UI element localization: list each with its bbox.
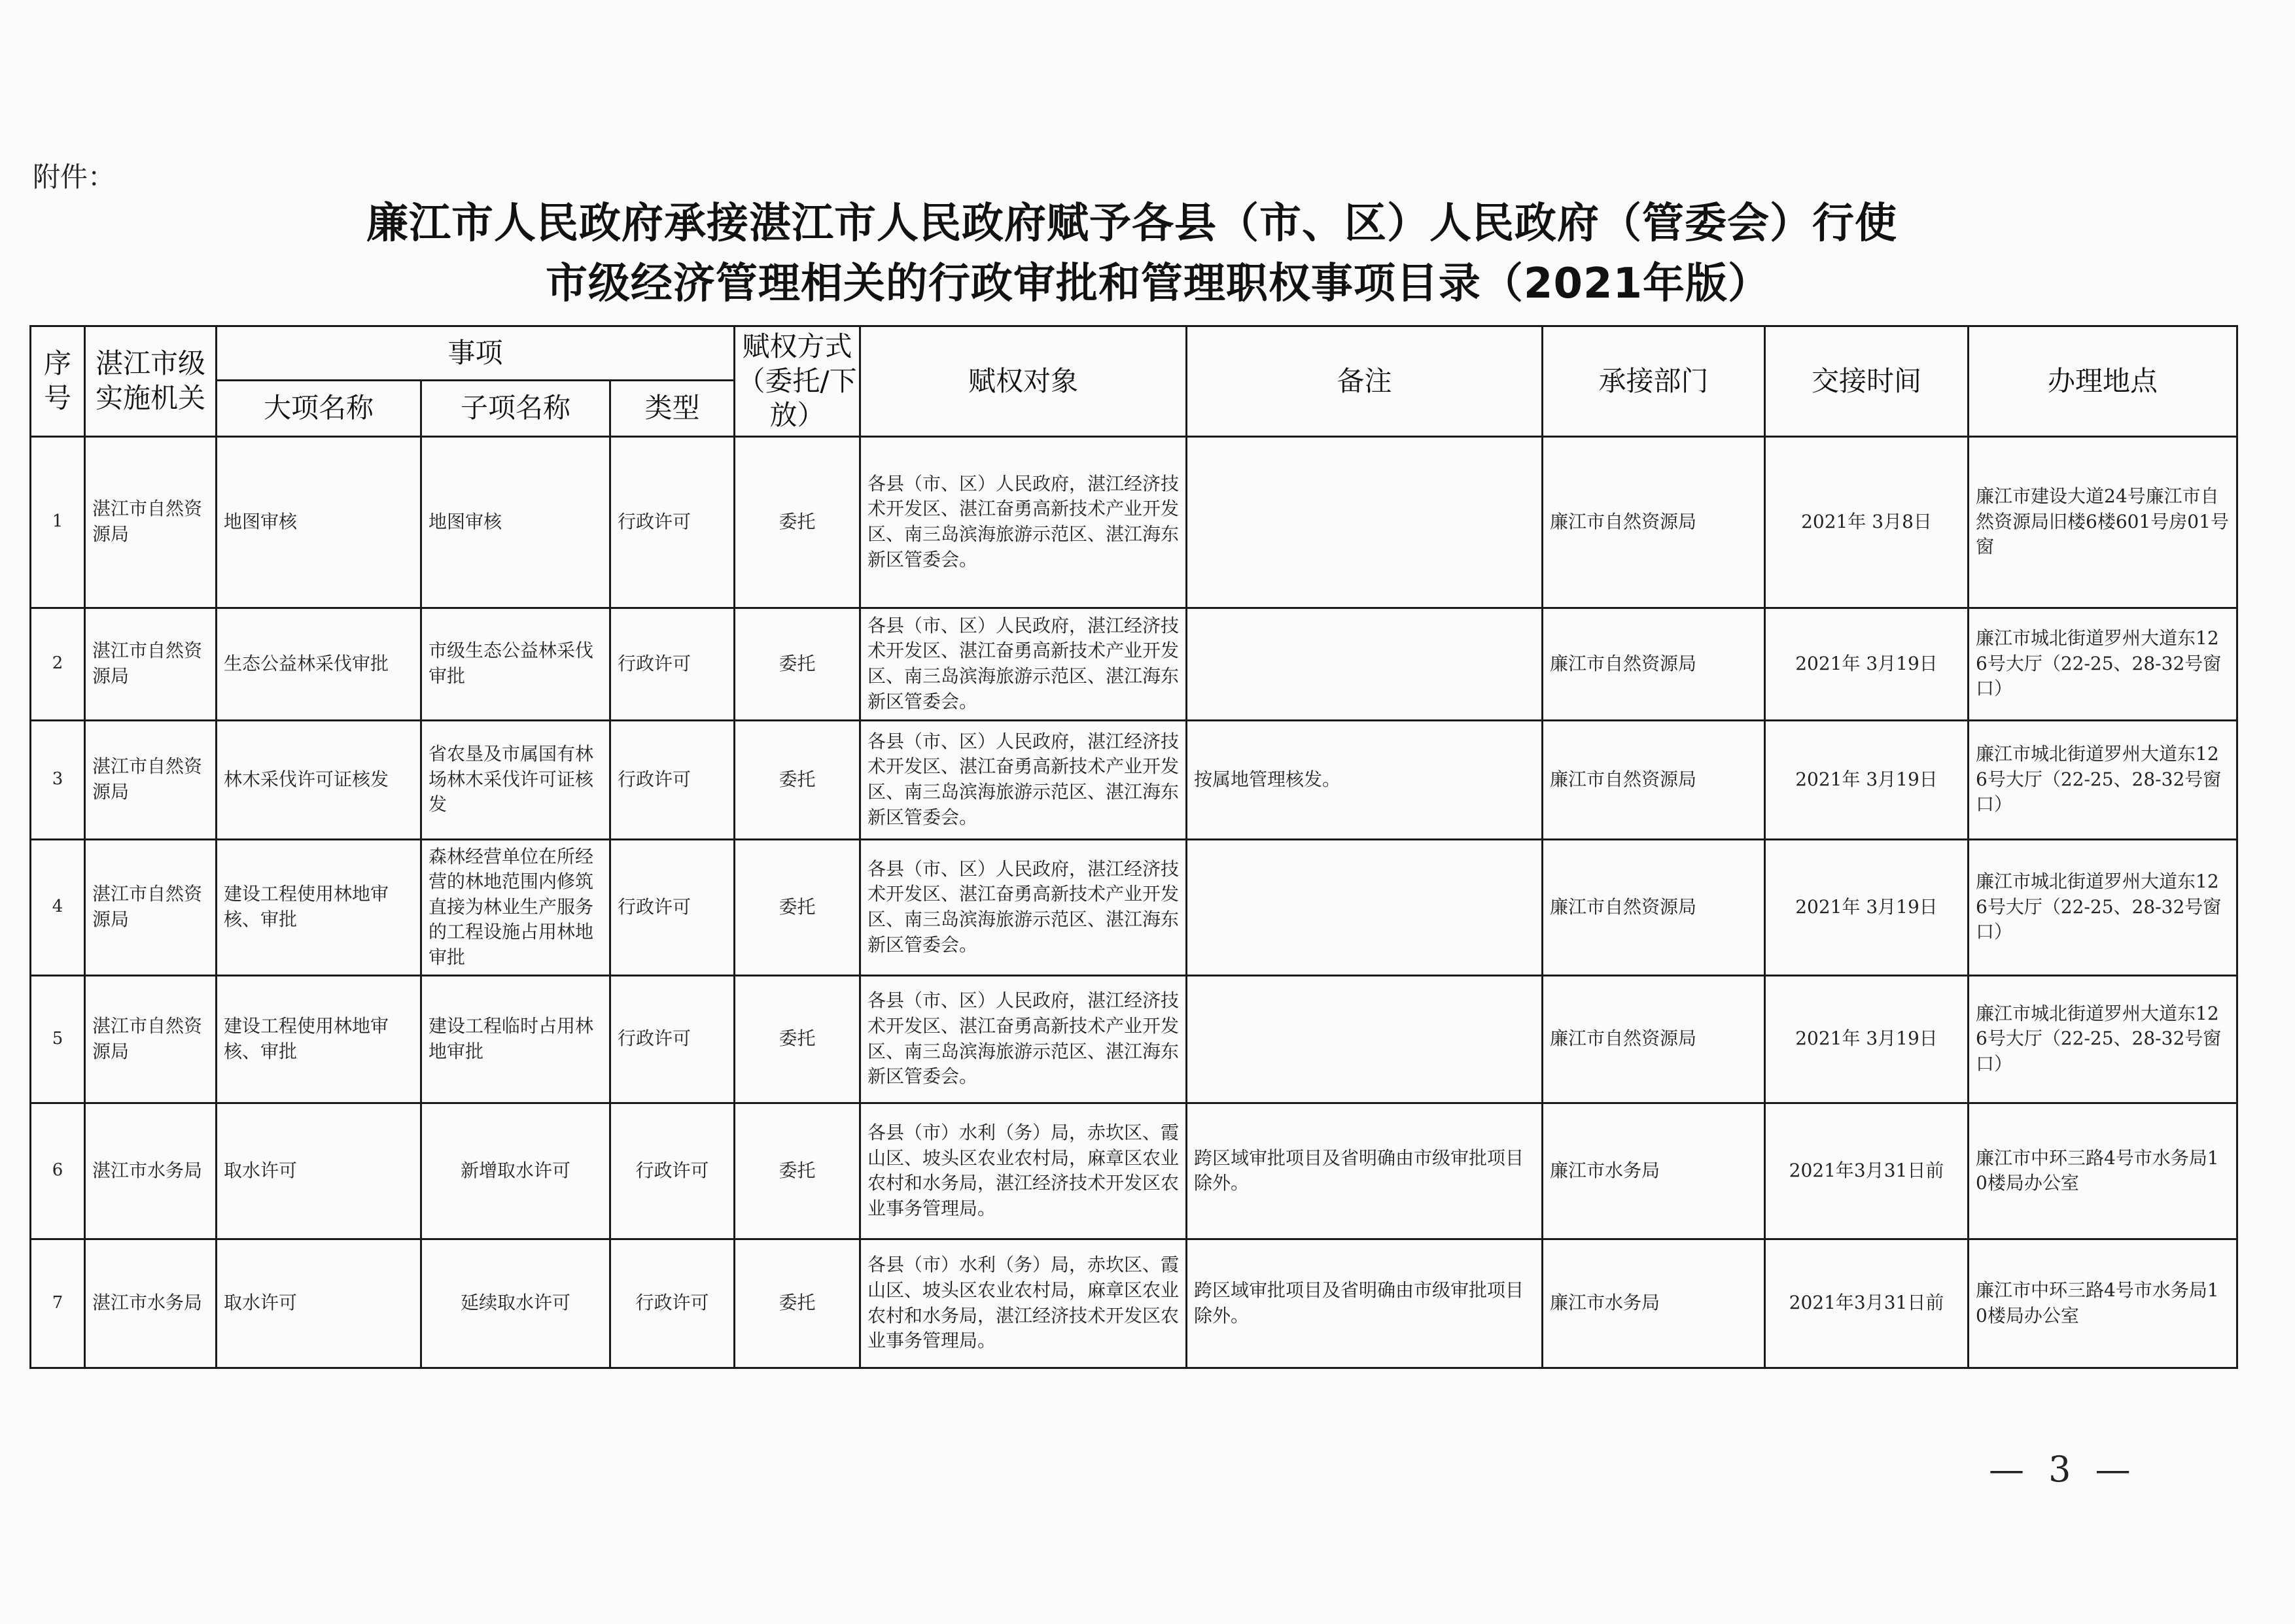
cell-sub-name: 延续取水许可: [421, 1239, 610, 1368]
cell-remark: [1187, 436, 1543, 608]
header-target: 赋权对象: [860, 326, 1187, 437]
cell-target: 各县（市）水利（务）局，赤坎区、霞山区、坡头区农业农村局，麻章区农业农村和水务局，湛江经济技术开发区农业事务管理局。: [860, 1103, 1187, 1239]
cell-agency: 湛江市自然资源局: [85, 975, 217, 1103]
cell-target: 各县（市、区）人民政府，湛江经济技术开发区、湛江奋勇高新技术产业开发区、南三岛滨海旅游示范区、湛江海东新区管委会。: [860, 720, 1187, 839]
cell-sub-name: 建设工程临时占用林地审批: [421, 975, 610, 1103]
cell-sub-name: 新增取水许可: [421, 1103, 610, 1239]
cell-location: 廉江市建设大道24号廉江市自然资源局旧楼6楼601号房01号窗: [1969, 436, 2237, 608]
table-header: [31, 326, 2237, 437]
cell-location: 廉江市城北街道罗州大道东126号大厅（22-25、28-32号窗口）: [1969, 720, 2237, 839]
cell-type: 行政许可: [610, 1239, 735, 1368]
cell-remark: [1187, 975, 1543, 1103]
header-seq: 序号: [31, 326, 85, 437]
cell-seq: 6: [31, 1103, 85, 1239]
cell-major-name: 生态公益林采伐审批: [217, 608, 421, 720]
cell-agency: 湛江市自然资源局: [85, 608, 217, 720]
cell-agency: 湛江市自然资源局: [85, 720, 217, 839]
cell-major-name: 取水许可: [217, 1103, 421, 1239]
cell-major-name: 建设工程使用林地审核、审批: [217, 975, 421, 1103]
cell-agency: 湛江市自然资源局: [85, 839, 217, 975]
cell-type: 行政许可: [610, 1103, 735, 1239]
cell-agency: 湛江市自然资源局: [85, 436, 217, 608]
cell-type: 行政许可: [610, 839, 735, 975]
cell-method: 委托: [735, 608, 860, 720]
header-location: 办理地点: [1969, 326, 2237, 437]
cell-major-name: 取水许可: [217, 1239, 421, 1368]
cell-sub-name: 地图审核: [421, 436, 610, 608]
cell-seq: 1: [31, 436, 85, 608]
header-receiver: 承接部门: [1543, 326, 1765, 437]
cell-handover-time: 2021年3月31日前: [1765, 1239, 1969, 1368]
header-major-name: 大项名称: [217, 381, 421, 436]
cell-receiver: 廉江市自然资源局: [1543, 975, 1765, 1103]
cell-type: 行政许可: [610, 608, 735, 720]
cell-sub-name: 森林经营单位在所经营的林地范围内修筑直接为林业生产服务的工程设施占用林地审批: [421, 839, 610, 975]
table-row: [31, 1103, 2237, 1239]
cell-seq: 5: [31, 975, 85, 1103]
cell-agency: 湛江市水务局: [85, 1239, 217, 1368]
cell-handover-time: 2021年 3月19日: [1765, 839, 1969, 975]
cell-receiver: 廉江市自然资源局: [1543, 720, 1765, 839]
cell-type: 行政许可: [610, 720, 735, 839]
cell-handover-time: 2021年3月31日前: [1765, 1103, 1969, 1239]
cell-seq: 2: [31, 608, 85, 720]
cell-method: 委托: [735, 1239, 860, 1368]
cell-handover-time: 2021年 3月8日: [1765, 436, 1969, 608]
header-item-group: 事项: [217, 326, 735, 381]
cell-receiver: 廉江市自然资源局: [1543, 608, 1765, 720]
cell-handover-time: 2021年 3月19日: [1765, 608, 1969, 720]
cell-method: 委托: [735, 839, 860, 975]
cell-remark: 跨区域审批项目及省明确由市级审批项目除外。: [1187, 1103, 1543, 1239]
header-remark: 备注: [1187, 326, 1543, 437]
cell-target: 各县（市、区）人民政府，湛江经济技术开发区、湛江奋勇高新技术产业开发区、南三岛滨海旅游示范区、湛江海东新区管委会。: [860, 975, 1187, 1103]
cell-method: 委托: [735, 1103, 860, 1239]
table-row: [31, 975, 2237, 1103]
cell-major-name: 地图审核: [217, 436, 421, 608]
table-body: [31, 436, 2237, 1368]
document-title-line-2: 市级经济管理相关的行政审批和管理职权事项目录（2021年版）: [545, 260, 1771, 308]
header-method: 赋权方式（委托/下放）: [735, 326, 860, 437]
cell-remark: 按属地管理核发。: [1187, 720, 1543, 839]
cell-location: 廉江市中环三路4号市水务局10楼局办公室: [1969, 1103, 2237, 1239]
cell-remark: [1187, 839, 1543, 975]
cell-target: 各县（市）水利（务）局，赤坎区、霞山区、坡头区农业农村局，麻章区农业农村和水务局，湛江经济技术开发区农业事务管理局。: [860, 1239, 1187, 1368]
cell-receiver: 廉江市水务局: [1543, 1103, 1765, 1239]
cell-type: 行政许可: [610, 975, 735, 1103]
document-title-line-1: 廉江市人民政府承接湛江市人民政府赋予各县（市、区）人民政府（管委会）行使: [366, 199, 1897, 248]
table-row: [31, 1239, 2237, 1368]
cell-agency: 湛江市水务局: [85, 1103, 217, 1239]
cell-major-name: 建设工程使用林地审核、审批: [217, 839, 421, 975]
cell-location: 廉江市城北街道罗州大道东126号大厅（22-25、28-32号窗口）: [1969, 975, 2237, 1103]
cell-method: 委托: [735, 720, 860, 839]
cell-handover-time: 2021年 3月19日: [1765, 975, 1969, 1103]
cell-location: 廉江市城北街道罗州大道东126号大厅（22-25、28-32号窗口）: [1969, 839, 2237, 975]
cell-seq: 4: [31, 839, 85, 975]
authority-items-table: [29, 325, 2238, 1369]
cell-remark: 跨区域审批项目及省明确由市级审批项目除外。: [1187, 1239, 1543, 1368]
cell-handover-time: 2021年 3月19日: [1765, 720, 1969, 839]
header-handover-time: 交接时间: [1765, 326, 1969, 437]
header-type: 类型: [610, 381, 735, 436]
attachment-label: 附件：: [33, 161, 116, 193]
cell-remark: [1187, 608, 1543, 720]
cell-method: 委托: [735, 975, 860, 1103]
cell-seq: 7: [31, 1239, 85, 1368]
page-number: — 3 —: [1989, 1449, 2137, 1490]
cell-seq: 3: [31, 720, 85, 839]
cell-target: 各县（市、区）人民政府，湛江经济技术开发区、湛江奋勇高新技术产业开发区、南三岛滨海旅游示范区、湛江海东新区管委会。: [860, 608, 1187, 720]
cell-sub-name: 省农垦及市属国有林场林木采伐许可证核发: [421, 720, 610, 839]
cell-receiver: 廉江市自然资源局: [1543, 839, 1765, 975]
cell-major-name: 林木采伐许可证核发: [217, 720, 421, 839]
cell-receiver: 廉江市水务局: [1543, 1239, 1765, 1368]
cell-location: 廉江市中环三路4号市水务局10楼局办公室: [1969, 1239, 2237, 1368]
table-row: [31, 608, 2237, 720]
cell-location: 廉江市城北街道罗州大道东126号大厅（22-25、28-32号窗口）: [1969, 608, 2237, 720]
table-row: [31, 720, 2237, 839]
cell-method: 委托: [735, 436, 860, 608]
cell-type: 行政许可: [610, 436, 735, 608]
header-sub-name: 子项名称: [421, 381, 610, 436]
cell-receiver: 廉江市自然资源局: [1543, 436, 1765, 608]
table-row: [31, 839, 2237, 975]
header-agency: 湛江市级实施机关: [85, 326, 217, 437]
cell-target: 各县（市、区）人民政府，湛江经济技术开发区、湛江奋勇高新技术产业开发区、南三岛滨海旅游示范区、湛江海东新区管委会。: [860, 436, 1187, 608]
cell-target: 各县（市、区）人民政府，湛江经济技术开发区、湛江奋勇高新技术产业开发区、南三岛滨海旅游示范区、湛江海东新区管委会。: [860, 839, 1187, 975]
cell-sub-name: 市级生态公益林采伐审批: [421, 608, 610, 720]
table-row: [31, 436, 2237, 608]
